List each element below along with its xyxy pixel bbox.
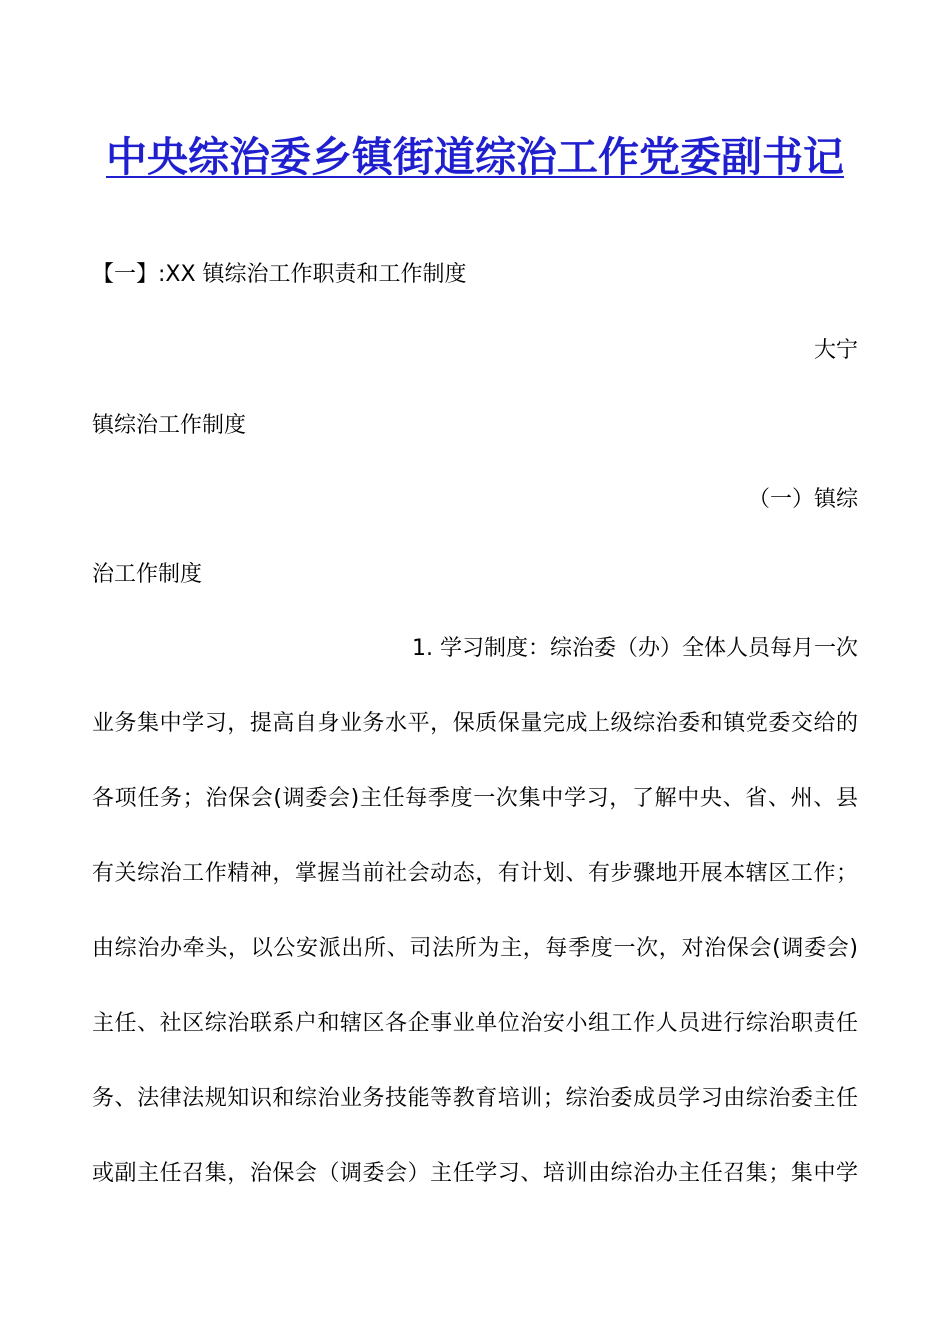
document-title[interactable]: 中央综治委乡镇街道综治工作党委副书记: [106, 133, 844, 181]
paragraph-first-line: 1. 学习制度：综治委（办）全体人员每月一次: [412, 636, 858, 661]
paragraph-line-5: 主任、社区综治联系户和辖区各企事业单位治安小组工作人员进行综治职责任: [92, 1011, 858, 1036]
paragraph-line-1: 业务集中学习，提高自身业务水平，保质保量完成上级综治委和镇党委交给的: [92, 711, 858, 736]
section-heading: 【一】:XX 镇综治工作职责和工作制度: [92, 262, 467, 287]
paragraph-line-4: 由综治办牵头，以公安派出所、司法所为主，每季度一次，对治保会(调委会): [92, 936, 858, 961]
paragraph-line-3: 有关综治工作精神，掌握当前社会动态，有计划、有步骤地开展本辖区工作；: [92, 861, 858, 886]
text-line-right-1: 大宁: [813, 338, 858, 363]
paragraph-line-2: 各项任务；治保会(调委会)主任每季度一次集中学习，了解中央、省、州、县: [92, 786, 858, 811]
paragraph-line-6: 务、法律法规知识和综治业务技能等教育培训；综治委成员学习由综治委主任: [92, 1086, 858, 1111]
text-line-4: 治工作制度: [92, 562, 203, 587]
text-line-right-3: （一）镇综: [747, 487, 858, 512]
paragraph-line-7: 或副主任召集，治保会（调委会）主任学习、培训由综治办主任召集；集中学: [92, 1161, 858, 1186]
text-line-2: 镇综治工作制度: [92, 413, 247, 438]
